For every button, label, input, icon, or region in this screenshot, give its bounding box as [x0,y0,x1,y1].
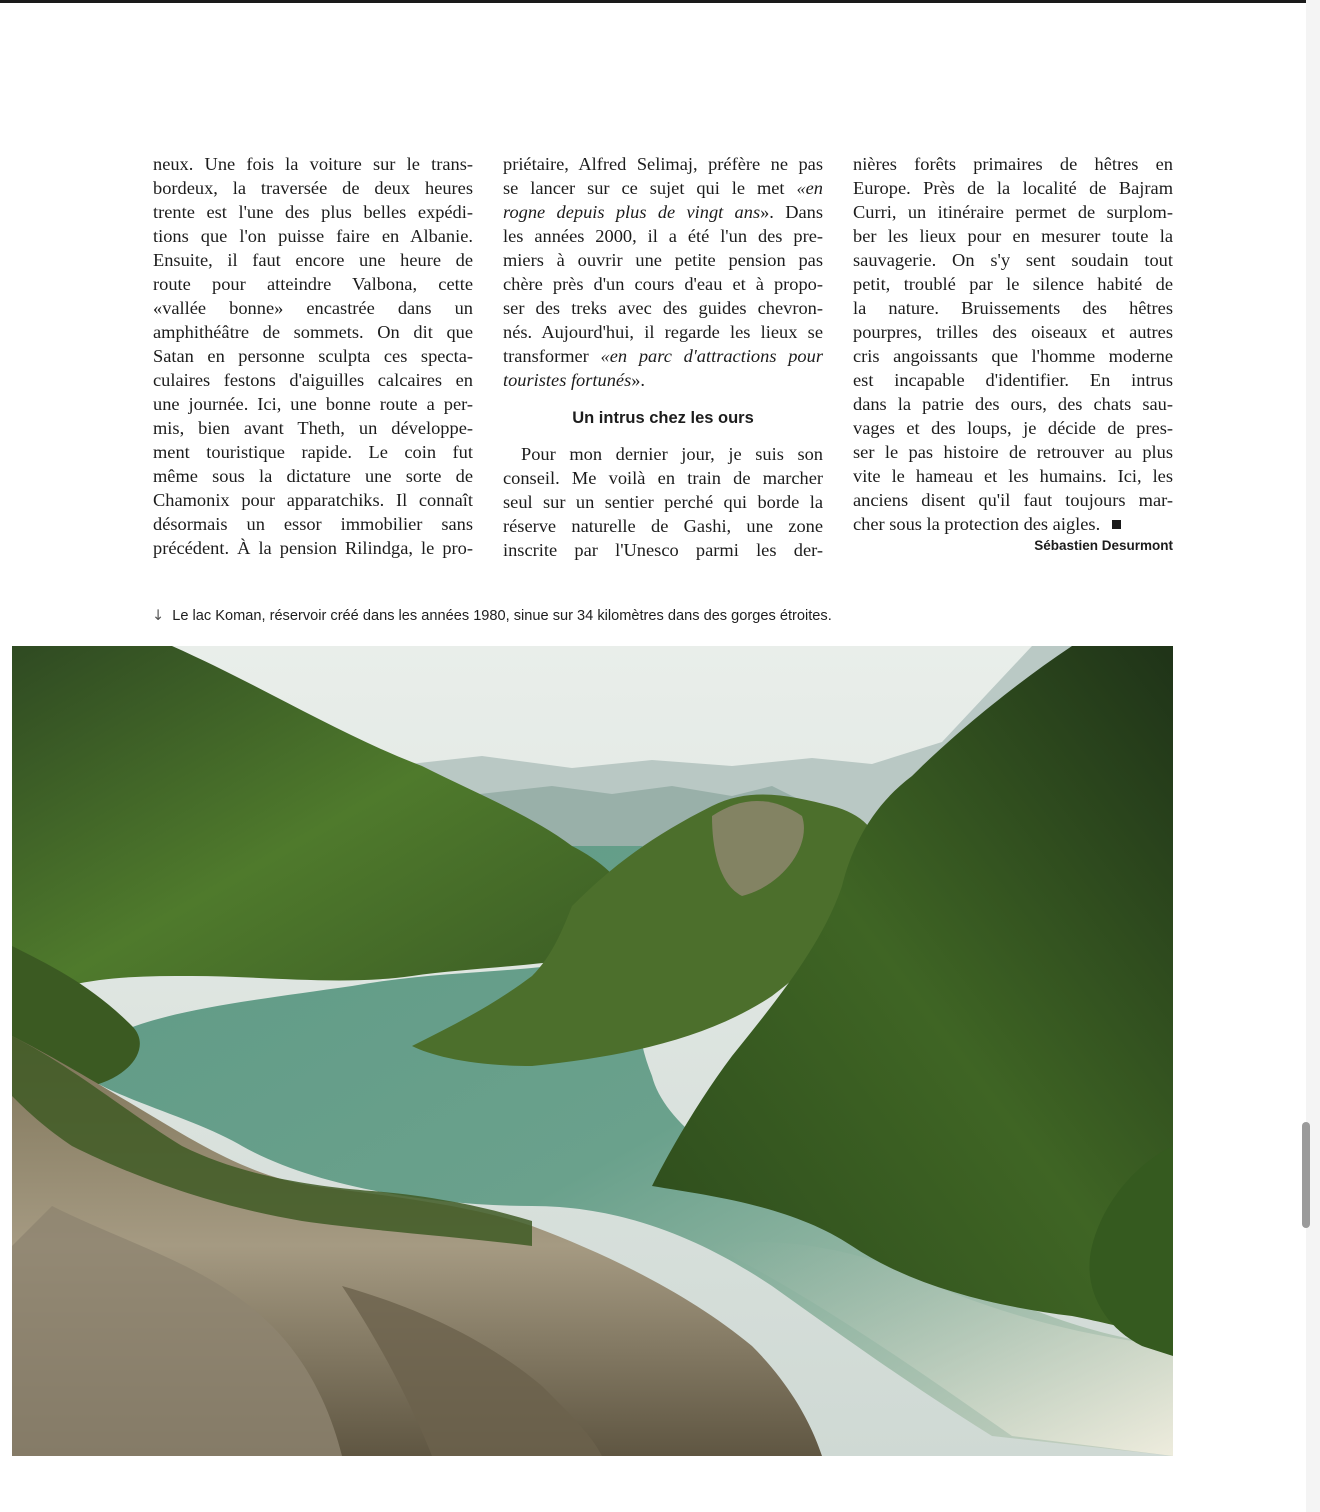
text-line: chère près d'un cours d'eau et à propo- [503,274,823,294]
end-square-icon [1112,520,1121,529]
text-line: pourpres, trilles des oiseaux et autres [853,322,1173,342]
text-line: culaires festons d'aiguilles calcaires en [153,370,473,390]
text-line: route pour atteindre Valbona, cette [153,274,473,294]
text-line: ber les lieux pour en mesurer toute la [853,226,1173,246]
text-line: bordeux, la traversée de deux heures [153,178,473,198]
text-line: ser le pas histoire de retrouver au plus [853,442,1173,462]
text-line: est incapable d'identifier. En intrus [853,370,1173,390]
scrollbar-thumb[interactable] [1302,1122,1310,1228]
quote-run: «en parc d'attractions pour [600,346,823,366]
article-column-1 [153,152,473,560]
text-line: Pour mon dernier jour, je suis son [521,444,823,464]
top-border [0,0,1320,3]
text-line [503,368,823,392]
caption-text: Le lac Koman, réservoir créé dans les années 1980, sinue sur 34 kilomètres dans des gorges étroites. [172,608,832,624]
text-line: vite le hameau et les humains. Ici, les [853,466,1173,486]
author-byline: Sébastien Desurmont [1034,538,1173,553]
text-line: précédent. À la pension Rilindga, le pro- [153,538,473,558]
text-line: réserve naturelle de Gashi, une zone [503,516,823,536]
text-line: sauvagerie. On s'y sent soudain tout [853,250,1173,270]
text-line [853,512,1173,536]
article-column-3 [853,152,1173,536]
text-line: Europe. Près de la localité de Bajram [853,178,1173,198]
arrow-down-icon: ↓ [152,607,165,624]
text-run: ». Dans [760,202,824,222]
text-line: neux. Une fois la voiture sur le trans- [153,154,473,174]
text-line [503,344,823,368]
text-line: anciens disent qu'il faut toujours mar- [853,490,1173,510]
quote-run: rogne depuis plus de vingt ans [503,202,761,222]
text-line: vages et des loups, je décide de pres- [853,418,1173,438]
text-line: trente est l'une des plus belles expédi- [153,202,473,222]
text-line: même sous la dictature une sorte de [153,466,473,486]
text-run: se lancer sur ce sujet qui le met [503,178,797,198]
text-line: nés. Aujourd'hui, il regarde les lieux se [503,322,823,342]
text-line: dans la patrie des ours, des chats sau- [853,394,1173,414]
text-line: la nature. Bruissements des hêtres [853,298,1173,318]
text-line: miers à ouvrir une petite pension pas [503,250,823,270]
article-column-2 [503,152,823,562]
text-line: ser des treks avec des guides chevron- [503,298,823,318]
quote-run: «en [796,178,823,198]
text-line: tions que l'on puisse faire en Albanie. [153,226,473,246]
text-line: Curri, un itinéraire permet de surplom- [853,202,1173,222]
text-line [503,200,823,224]
text-line: «vallée bonne» encastrée dans un [153,298,473,318]
text-line: ment touristique rapide. Le coin fut [153,442,473,462]
text-line: nières forêts primaires de hêtres en [853,154,1173,174]
photo-caption [152,605,1052,627]
text-line: mis, bien avant Theth, un développe- [153,418,473,438]
text-line: désormais un essor immobilier sans [153,514,473,534]
text-line: Satan en personne sculpta ces specta- [153,346,473,366]
text-line: une journée. Ici, une bonne route a per- [153,394,473,414]
text-line: seul sur un sentier perché qui borde la [503,492,823,512]
page-edge [1306,0,1320,1512]
text-run: transformer [503,346,601,366]
text-run: cher sous la protection des aigles. [853,514,1101,534]
quote-run: touristes fortunés [503,370,632,390]
text-line: priétaire, Alfred Selimaj, préfère ne pas [503,154,823,174]
text-line: petit, troublé par le silence habité de [853,274,1173,294]
text-line [503,176,823,200]
text-line: conseil. Me voilà en train de marcher [503,468,823,488]
section-subheading: Un intrus chez les ours [572,409,754,427]
text-line: cris angoissants que l'homme moderne [853,346,1173,366]
text-run: ». [631,370,646,390]
text-line: Chamonix pour apparatchiks. Il connaît [153,490,473,510]
text-line: amphithéâtre de sommets. On dit que [153,322,473,342]
lake-koman-photo [12,646,1173,1456]
text-line: Ensuite, il faut encore une heure de [153,250,473,270]
text-line: les années 2000, il a été l'un des pre- [503,226,823,246]
text-line: inscrite par l'Unesco parmi les der- [503,540,823,560]
